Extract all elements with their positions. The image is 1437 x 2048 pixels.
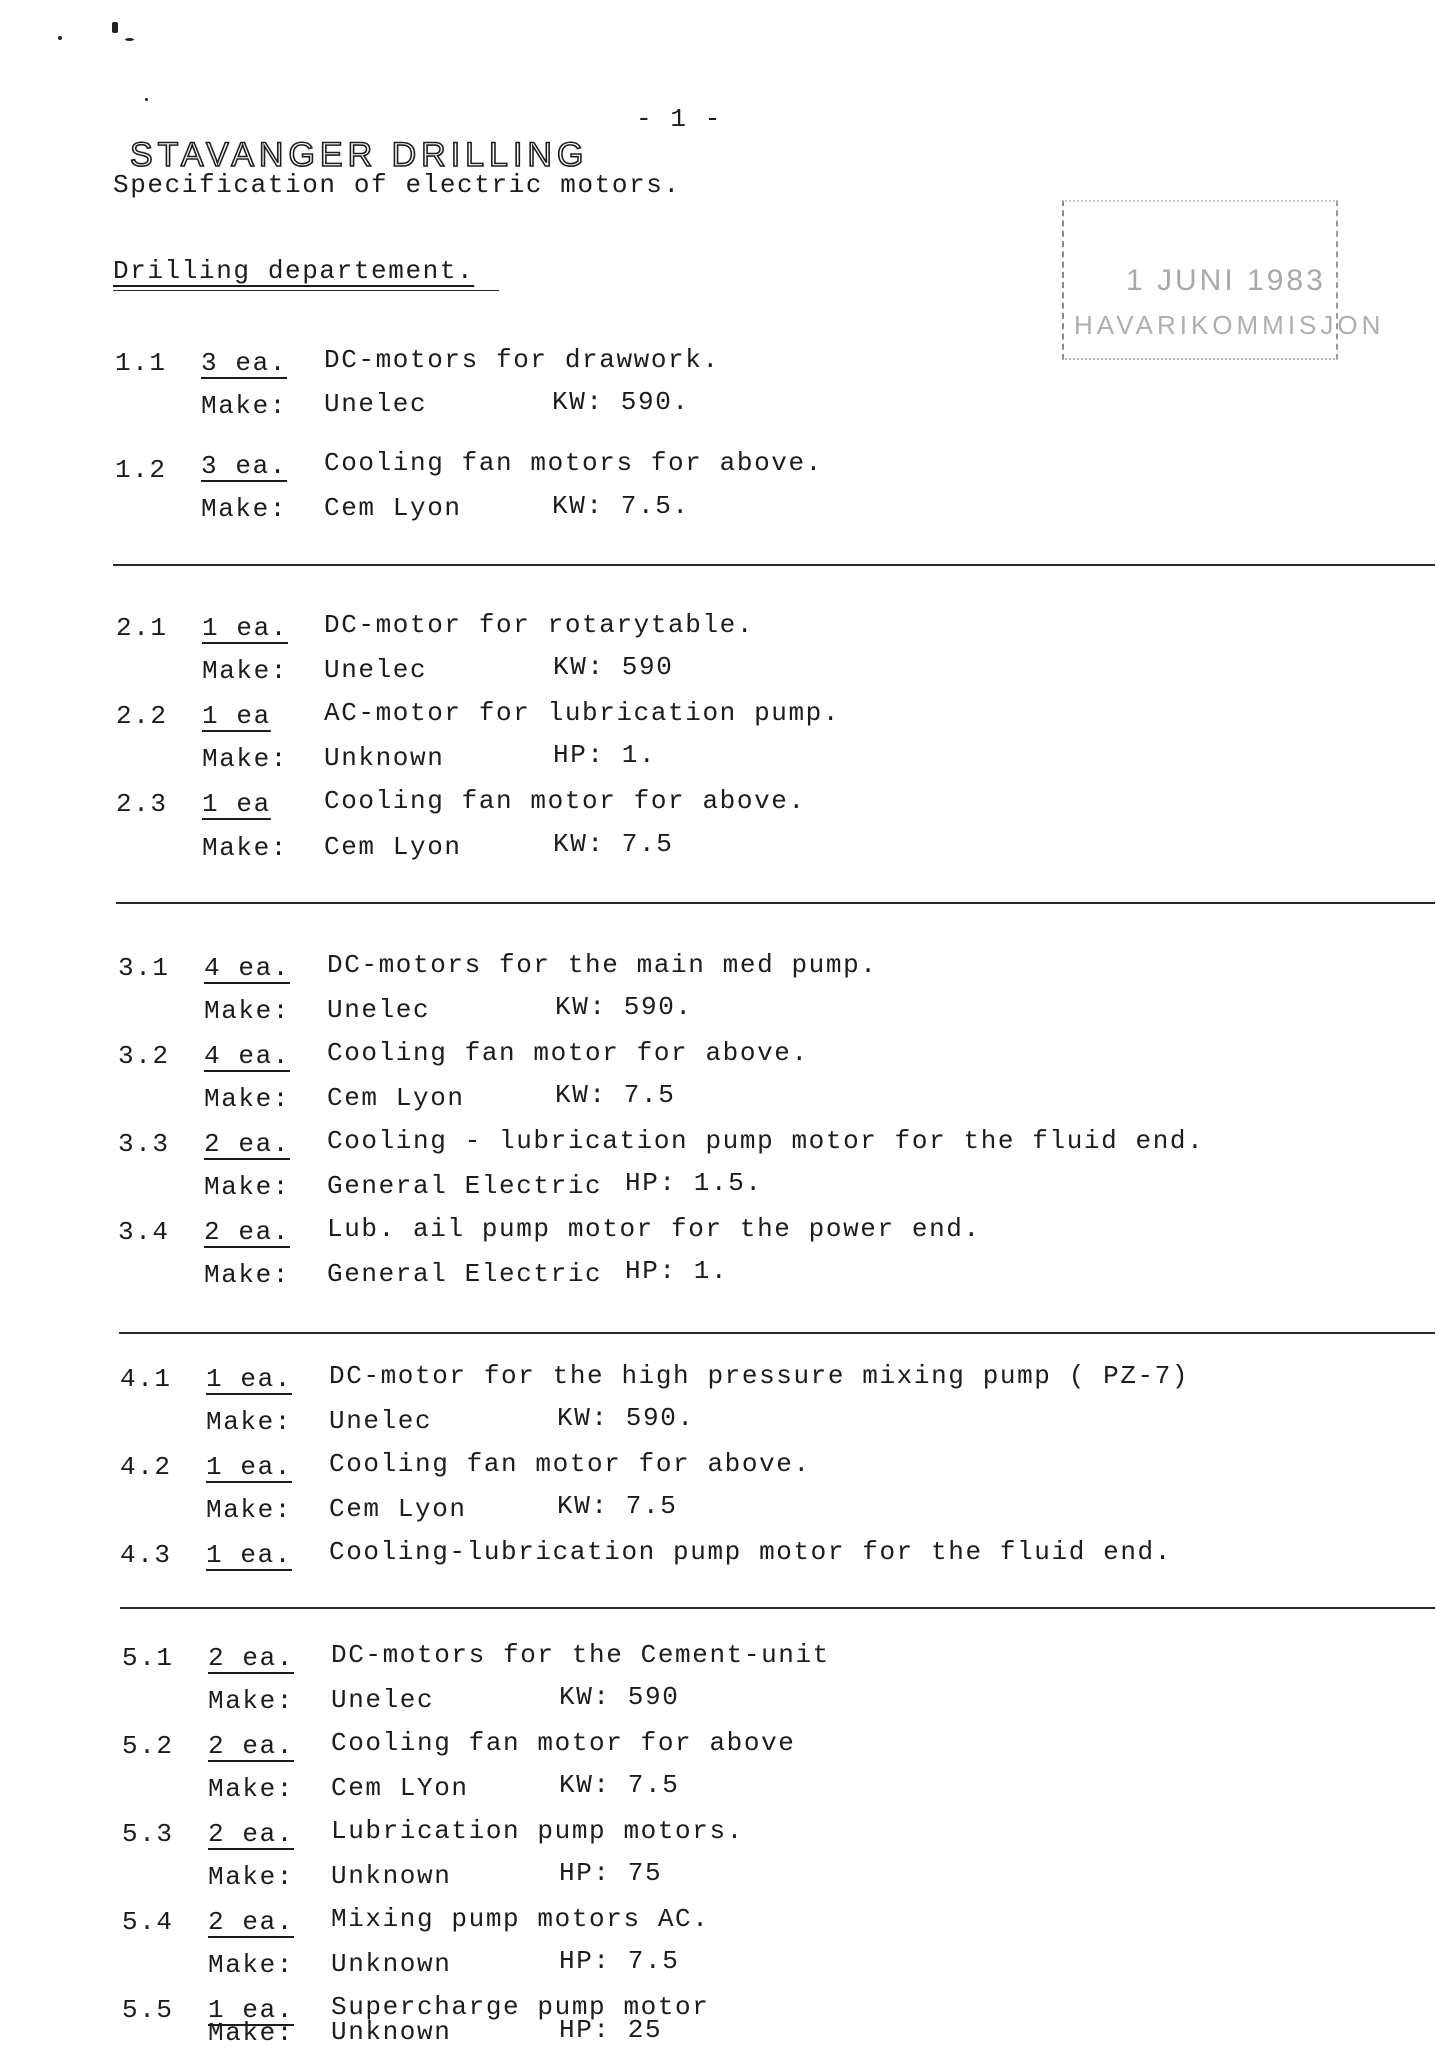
item-make: Unelec bbox=[331, 1685, 435, 1715]
item-description: Cooling fan motor for above. bbox=[324, 786, 806, 816]
make-label: Make: bbox=[206, 1495, 293, 1525]
item-description: DC-motor for the high pressure mixing pump ( PZ-7) bbox=[329, 1361, 1190, 1391]
item-description: Lubrication pump motors. bbox=[331, 1816, 744, 1846]
item-quantity: 4 ea. bbox=[204, 953, 291, 983]
item-rating: KW: 590 bbox=[553, 652, 674, 682]
item-make: Cem LYon bbox=[331, 1773, 469, 1803]
make-label: Make: bbox=[204, 996, 291, 1026]
item-quantity: 2 ea. bbox=[208, 1731, 295, 1761]
item-rating: KW: 7.5. bbox=[552, 491, 690, 521]
department-underline bbox=[113, 290, 499, 291]
item-quantity: 4 ea. bbox=[204, 1041, 291, 1071]
item-make: Cem Lyon bbox=[329, 1494, 467, 1524]
stamp-date: 1 JUNI 1983 bbox=[1126, 264, 1326, 297]
item-quantity: 3 ea. bbox=[201, 348, 288, 378]
item-make: Unknown bbox=[331, 2017, 452, 2047]
item-number: 5.2 bbox=[122, 1731, 174, 1761]
item-make: Cem Lyon bbox=[327, 1083, 465, 1113]
make-label: Make: bbox=[206, 1407, 293, 1437]
make-label: Make: bbox=[202, 744, 289, 774]
item-make: Unelec bbox=[327, 995, 431, 1025]
item-description: Mixing pump motors AC. bbox=[331, 1904, 710, 1934]
item-make: Cem Lyon bbox=[324, 832, 462, 862]
make-label: Make: bbox=[208, 1774, 295, 1804]
item-rating: HP: 1.5. bbox=[625, 1168, 763, 1198]
item-description: Cooling fan motor for above. bbox=[327, 1038, 809, 1068]
item-quantity: 1 ea. bbox=[206, 1540, 293, 1570]
item-quantity: 1 ea. bbox=[208, 1995, 295, 2025]
item-quantity: 2 ea. bbox=[208, 1643, 295, 1673]
item-quantity: 2 ea. bbox=[204, 1217, 291, 1247]
make-label: Make: bbox=[201, 391, 288, 421]
item-number: 2.1 bbox=[116, 613, 168, 643]
item-quantity: 1 ea. bbox=[206, 1364, 293, 1394]
item-rating: KW: 7.5 bbox=[559, 1770, 680, 1800]
item-rating: HP: 1. bbox=[625, 1256, 729, 1286]
item-rating: KW: 7.5 bbox=[553, 829, 674, 859]
item-number: 3.1 bbox=[118, 953, 170, 983]
make-label: Make: bbox=[208, 1862, 295, 1892]
item-number: 2.2 bbox=[116, 701, 168, 731]
make-label: Make: bbox=[201, 494, 288, 524]
item-make: General Electric bbox=[327, 1259, 603, 1289]
item-description: Cooling fan motor for above bbox=[331, 1728, 796, 1758]
section-divider bbox=[116, 902, 1435, 904]
item-number: 5.1 bbox=[122, 1643, 174, 1673]
item-quantity: 1 ea. bbox=[202, 613, 289, 643]
item-description: Cooling - lubrication pump motor for the fluid end. bbox=[327, 1126, 1205, 1156]
item-quantity: 2 ea. bbox=[204, 1129, 291, 1159]
make-label: Make: bbox=[202, 833, 289, 863]
item-quantity: 1 ea. bbox=[206, 1452, 293, 1482]
item-number: 4.2 bbox=[120, 1452, 172, 1482]
section-divider bbox=[113, 564, 1435, 566]
item-description: DC-motors for the Cement-unit bbox=[331, 1640, 830, 1670]
item-quantity: 1 ea bbox=[202, 701, 271, 731]
item-make: Unknown bbox=[331, 1949, 452, 1979]
scan-speck bbox=[145, 98, 148, 101]
item-number: 3.2 bbox=[118, 1041, 170, 1071]
item-quantity: 2 ea. bbox=[208, 1819, 295, 1849]
item-description: Cooling fan motor for above. bbox=[329, 1449, 811, 1479]
item-description: Cooling-lubrication pump motor for the fluid end. bbox=[329, 1537, 1172, 1567]
item-quantity: 3 ea. bbox=[201, 451, 288, 481]
item-rating: KW: 590. bbox=[555, 992, 693, 1022]
item-make: Cem Lyon bbox=[324, 493, 462, 523]
item-description: Cooling fan motors for above. bbox=[324, 448, 823, 478]
item-description: DC-motor for rotarytable. bbox=[324, 610, 755, 640]
stamp-name: HAVARIKOMMISJON bbox=[1074, 310, 1385, 340]
document-title: Specification of electric motors. bbox=[113, 170, 681, 200]
item-number: 5.3 bbox=[122, 1819, 174, 1849]
item-number: 3.3 bbox=[118, 1129, 170, 1159]
item-quantity: 2 ea. bbox=[208, 1907, 295, 1937]
section-divider bbox=[120, 1607, 1435, 1609]
item-number: 3.4 bbox=[118, 1217, 170, 1247]
make-label: Make: bbox=[208, 1686, 295, 1716]
item-rating: KW: 7.5 bbox=[555, 1080, 676, 1110]
make-label: Make: bbox=[204, 1172, 291, 1202]
item-rating: HP: 1. bbox=[553, 740, 657, 770]
item-rating: HP: 75 bbox=[559, 1858, 663, 1888]
make-label: Make: bbox=[208, 2018, 295, 2048]
scan-speck bbox=[125, 38, 134, 41]
item-make: Unknown bbox=[331, 1861, 452, 1891]
item-make: Unelec bbox=[329, 1406, 433, 1436]
item-number: 2.3 bbox=[116, 789, 168, 819]
item-quantity: 1 ea bbox=[202, 789, 271, 819]
department-heading: Drilling departement. bbox=[113, 256, 475, 286]
scan-speck bbox=[58, 36, 62, 40]
item-rating: KW: 590. bbox=[557, 1403, 695, 1433]
make-label: Make: bbox=[208, 1950, 295, 1980]
item-number: 1.2 bbox=[115, 455, 167, 485]
scan-speck bbox=[112, 22, 118, 33]
item-number: 4.1 bbox=[120, 1364, 172, 1394]
item-make: Unelec bbox=[324, 389, 428, 419]
item-make: Unelec bbox=[324, 655, 428, 685]
item-description: Lub. ail pump motor for the power end. bbox=[327, 1214, 981, 1244]
item-description: AC-motor for lubrication pump. bbox=[324, 698, 841, 728]
item-rating: KW: 7.5 bbox=[557, 1491, 678, 1521]
item-rating: KW: 590. bbox=[552, 387, 690, 417]
company-logo: STAVANGER DRILLING bbox=[130, 136, 589, 174]
page-number: - 1 - bbox=[636, 104, 723, 134]
item-number: 5.4 bbox=[122, 1907, 174, 1937]
item-description: DC-motors for drawwork. bbox=[324, 345, 720, 375]
item-number: 1.1 bbox=[115, 348, 167, 378]
item-make: General Electric bbox=[327, 1171, 603, 1201]
item-number: 4.3 bbox=[120, 1540, 172, 1570]
make-label: Make: bbox=[204, 1260, 291, 1290]
item-make: Unknown bbox=[324, 743, 445, 773]
make-label: Make: bbox=[202, 656, 289, 686]
item-number: 5.5 bbox=[122, 1995, 174, 2025]
make-label: Make: bbox=[204, 1084, 291, 1114]
section-divider bbox=[119, 1332, 1435, 1334]
item-description: DC-motors for the main med pump. bbox=[327, 950, 878, 980]
item-rating: HP: 25 bbox=[559, 2015, 663, 2045]
item-description: Supercharge pump motor bbox=[331, 1992, 710, 2022]
item-rating: HP: 7.5 bbox=[559, 1946, 680, 1976]
item-rating: KW: 590 bbox=[559, 1682, 680, 1712]
received-stamp bbox=[1062, 200, 1385, 360]
